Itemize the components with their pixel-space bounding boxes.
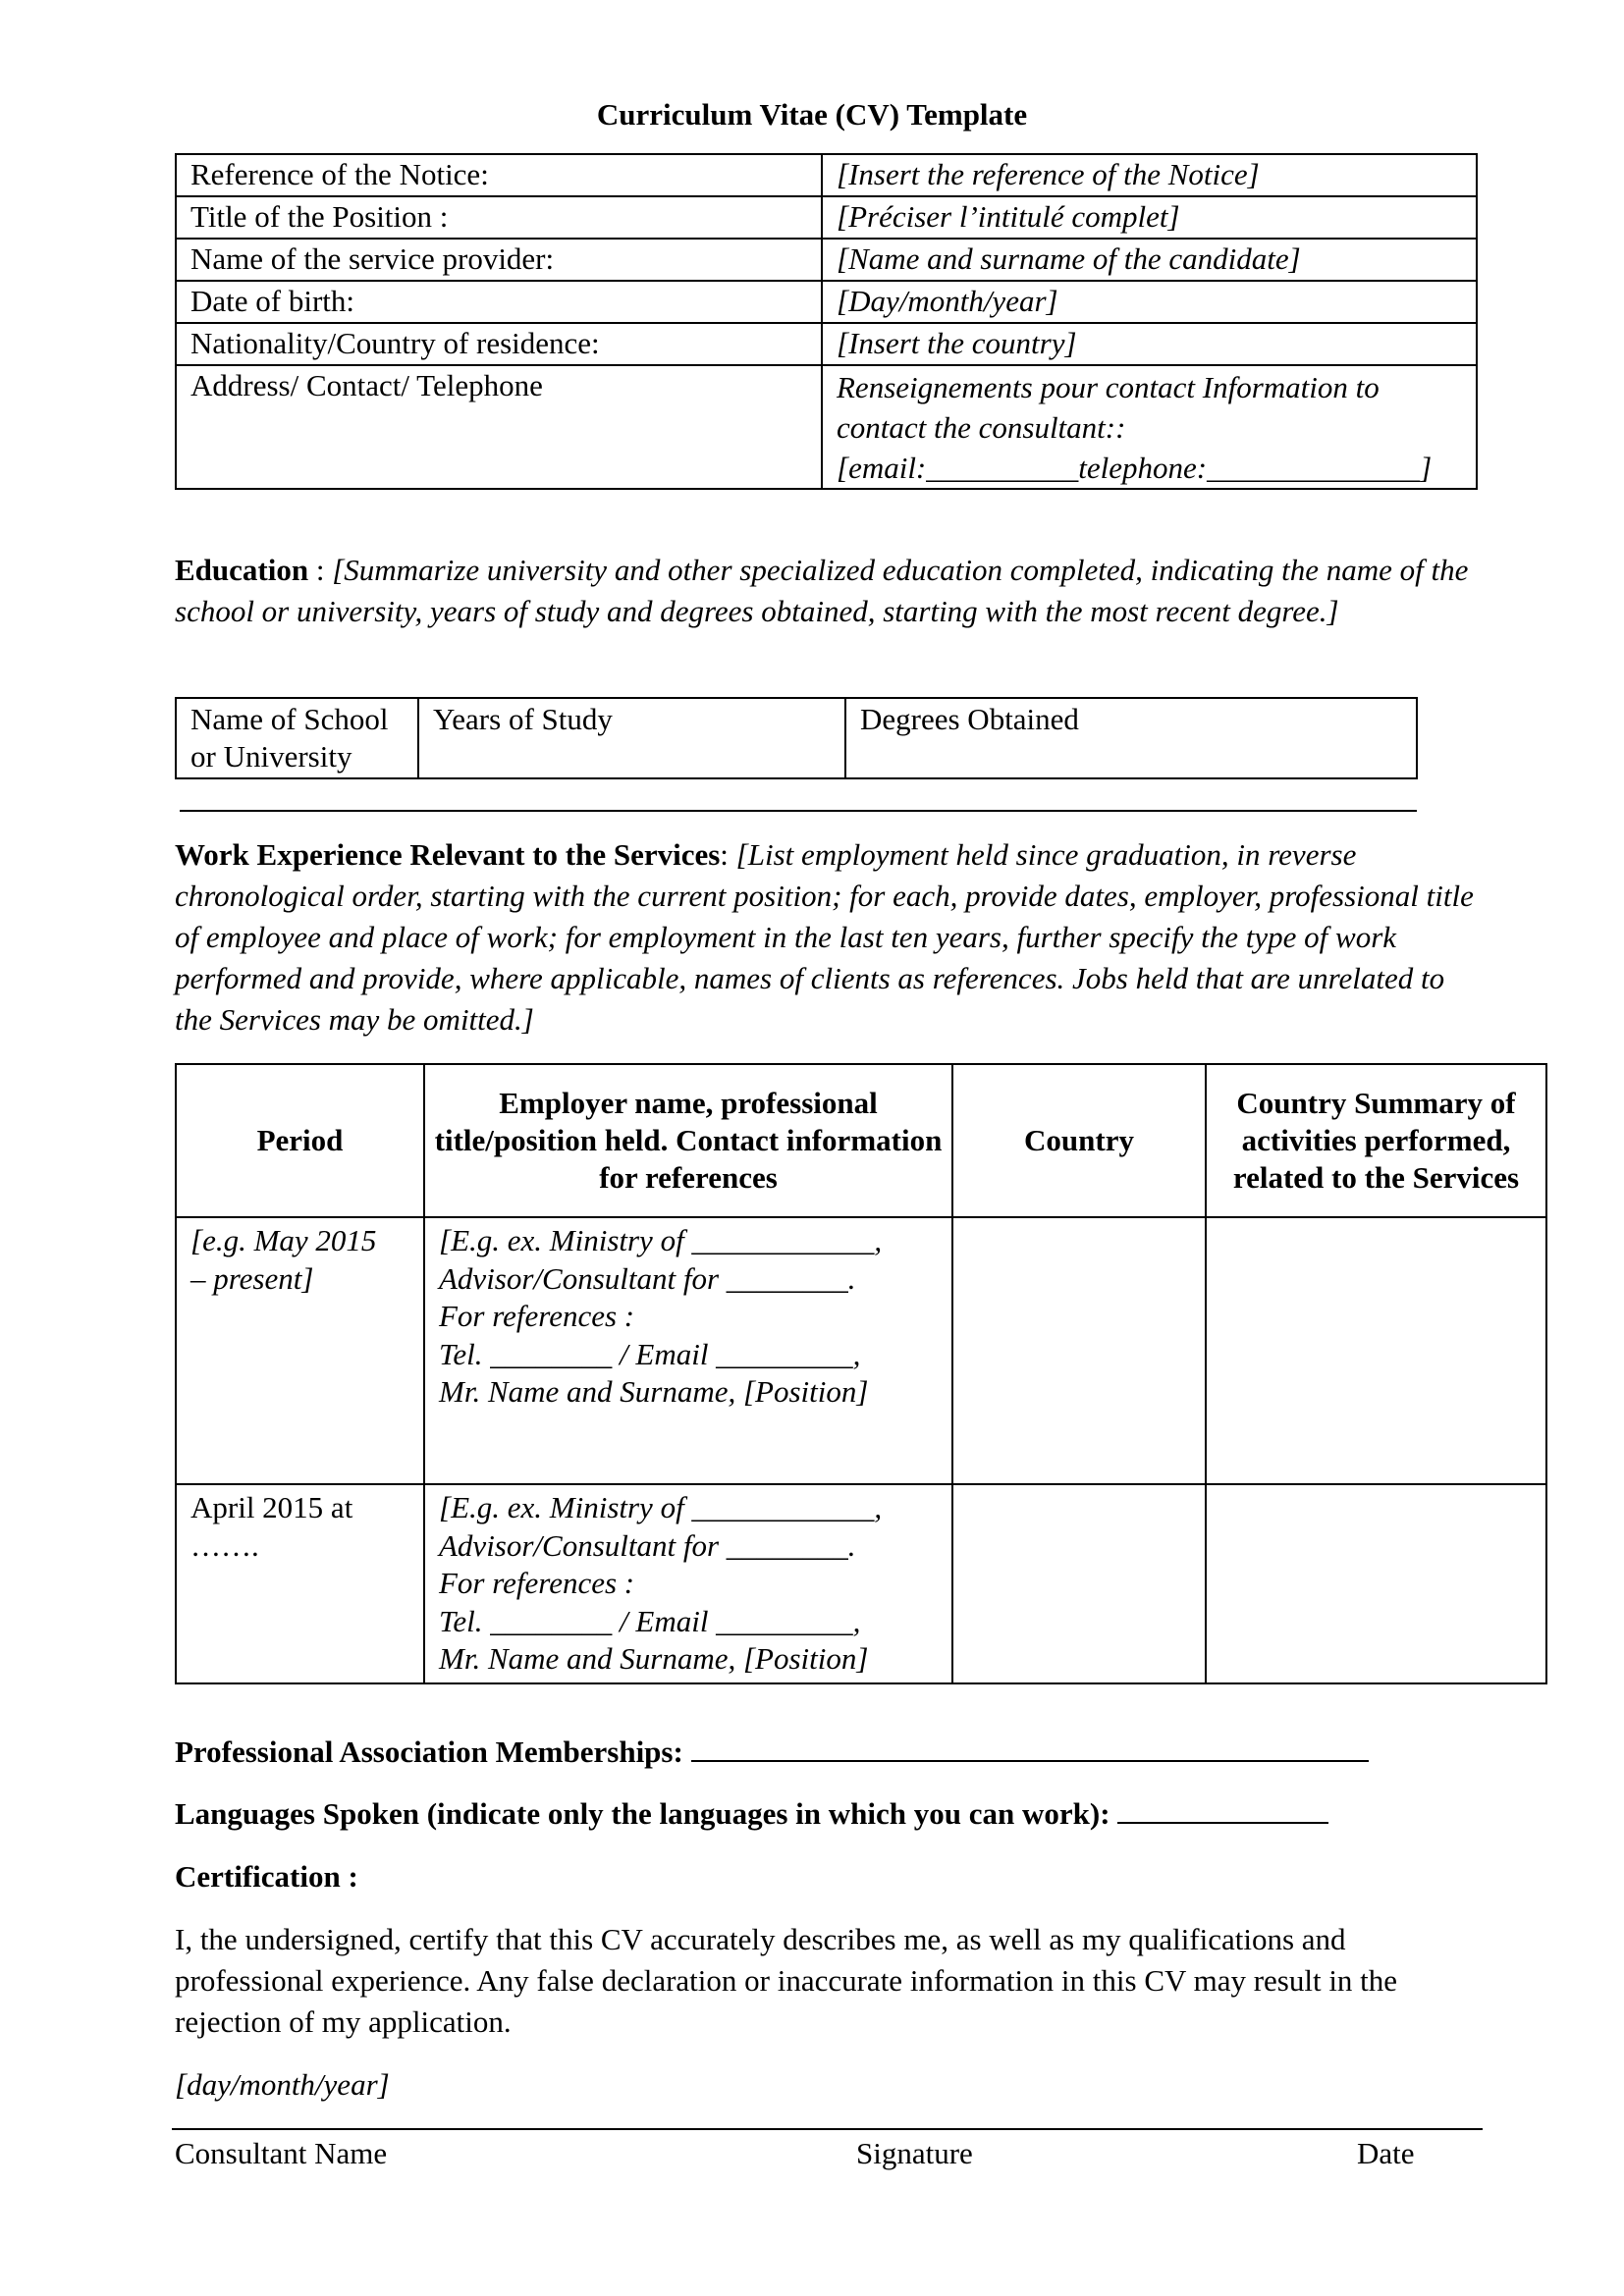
table-row	[176, 1484, 1546, 1683]
info-value: [Insert the country]	[822, 323, 1477, 365]
memberships-blank	[691, 1735, 1369, 1762]
info-value: [Insert the reference of the Notice]	[822, 154, 1477, 196]
consultant-name-label: Consultant Name	[175, 2136, 388, 2170]
country-cell	[952, 1217, 1206, 1484]
info-label: Reference of the Notice:	[176, 154, 822, 196]
languages-line	[175, 1795, 1328, 1834]
employer-line: Mr. Name and Surname, [Position]	[439, 1641, 869, 1676]
work-separator: :	[720, 837, 736, 872]
certification-heading: Certification :	[175, 1859, 358, 1894]
employer-line: [E.g. ex. Ministry of ____________,	[439, 1490, 883, 1524]
employer-line: Tel. ________ / Email _________,	[439, 1336, 861, 1371]
info-value	[822, 365, 1477, 489]
info-label: Title of the Position :	[176, 196, 822, 239]
employer-cell	[424, 1484, 952, 1683]
employer-line: For references :	[439, 1299, 635, 1333]
contact-line: Renseignements pour contact Information to	[837, 370, 1380, 404]
table-row	[176, 154, 1477, 196]
languages-blank	[1117, 1796, 1328, 1824]
period-line: …….	[190, 1527, 259, 1563]
table-row	[176, 196, 1477, 239]
country-cell	[952, 1484, 1206, 1683]
date-placeholder: [day/month/year]	[175, 2067, 390, 2102]
info-label: Name of the service provider:	[176, 239, 822, 281]
document-title: Curriculum Vitae (CV) Template	[596, 97, 1028, 132]
table-header-row	[176, 1064, 1546, 1217]
employer-line: For references :	[439, 1566, 635, 1600]
memberships-line	[175, 1734, 1369, 1772]
info-value: [Day/month/year]	[822, 281, 1477, 323]
info-label: Date of birth:	[176, 281, 822, 323]
info-value: [Name and surname of the candidate]	[822, 239, 1477, 281]
languages-label: Languages Spoken (indicate only the languages in which you can work):	[175, 1796, 1110, 1831]
employer-line: Tel. ________ / Email _________,	[439, 1603, 861, 1638]
education-heading: Education	[175, 553, 309, 587]
memberships-label: Professional Association Memberships:	[175, 1735, 683, 1769]
signature-label: Signature	[856, 2136, 973, 2170]
certification-text: I, the undersigned, certify that this CV accurately describes me, as well as my qualifications and professional experience. Any false declaration or inaccurate information in this CV may result in the rejection of my application.	[175, 1922, 1398, 2039]
employer-line: [E.g. ex. Ministry of ____________,	[439, 1223, 883, 1257]
work-col-period: Period	[176, 1064, 424, 1217]
divider	[180, 810, 1417, 812]
info-label: Address/ Contact/ Telephone	[176, 365, 822, 489]
employer-line: Mr. Name and Surname, [Position]	[439, 1374, 869, 1409]
table-row	[176, 698, 1417, 778]
employer-line: Advisor/Consultant for ________.	[439, 1260, 856, 1296]
employer-line: Advisor/Consultant for ________.	[439, 1527, 856, 1563]
employer-cell	[424, 1217, 952, 1484]
table-row	[176, 281, 1477, 323]
period-cell	[176, 1217, 424, 1484]
date-label: Date	[1357, 2136, 1415, 2170]
summary-cell	[1206, 1217, 1546, 1484]
education-section	[175, 550, 1481, 632]
education-col-degrees: Degrees Obtained	[845, 698, 1417, 778]
info-value: [Préciser l’intitulé complet]	[822, 196, 1477, 239]
signature-rule	[172, 2128, 1483, 2130]
work-section	[175, 834, 1481, 1041]
info-label: Nationality/Country of residence:	[176, 323, 822, 365]
candidate-info-table	[175, 153, 1478, 490]
period-line: April 2015 at	[190, 1490, 353, 1524]
education-separator: :	[308, 553, 333, 587]
table-row	[176, 1217, 1546, 1484]
work-instruction: [List employment held since graduation, in reverse chronological order, starting with the current position; for each, provide dates, employer, professional title of employee and place of work; for employment in the last ten years, further specify the type of work performed and provide, where applicable, names of clients as references. Jobs held that are unrelated to the Services may be omitted.]	[175, 837, 1474, 1037]
education-instruction: [Summarize university and other specialized education completed, indicating the name of the school or university, years of study and degrees obtained, starting with the most recent degree.]	[175, 553, 1469, 628]
education-col-school: Name of School or University	[176, 698, 418, 778]
table-row	[176, 323, 1477, 365]
table-row	[176, 365, 1477, 489]
contact-line: [email:__________telephone:______________]	[837, 451, 1433, 485]
period-line: – present]	[190, 1260, 314, 1296]
work-col-country: Country	[952, 1064, 1206, 1217]
education-col-years: Years of Study	[418, 698, 845, 778]
summary-cell	[1206, 1484, 1546, 1683]
contact-line: contact the consultant::	[837, 410, 1126, 445]
period-line: [e.g. May 2015	[190, 1223, 377, 1257]
work-experience-table	[175, 1063, 1547, 1684]
work-col-summary: Country Summary of activities performed, related to the Services	[1206, 1064, 1546, 1217]
education-table	[175, 697, 1418, 779]
period-cell	[176, 1484, 424, 1683]
work-col-employer: Employer name, professional title/position held. Contact information for references	[424, 1064, 952, 1217]
work-heading: Work Experience Relevant to the Services	[175, 837, 721, 872]
table-row	[176, 239, 1477, 281]
